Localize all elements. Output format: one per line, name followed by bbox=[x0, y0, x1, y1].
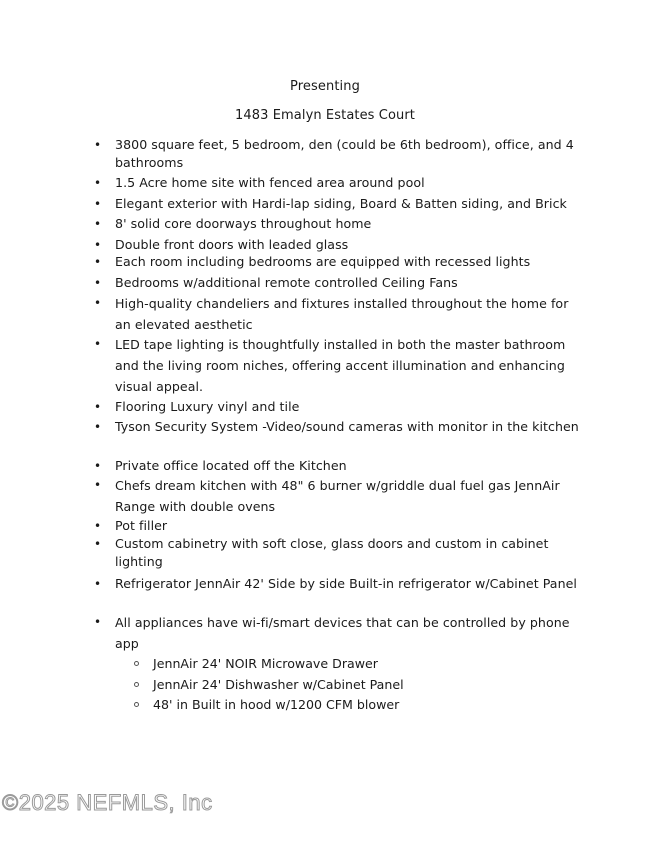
feature-text: 8' solid core doorways throughout home bbox=[115, 216, 372, 231]
bullet-icon: • bbox=[94, 420, 102, 434]
bullet-icon: • bbox=[94, 459, 102, 473]
bullet-icon: • bbox=[94, 537, 102, 551]
bullet-icon: • bbox=[94, 176, 102, 190]
presenting-heading: Presenting bbox=[290, 79, 360, 94]
appliance-item bbox=[153, 655, 573, 673]
bullet-icon: • bbox=[94, 400, 102, 414]
bullet-icon: • bbox=[94, 296, 102, 310]
appliance-item bbox=[153, 696, 573, 714]
feature-text: Refrigerator JennAir 42' Side by side Built-in refrigerator w/Cabinet Panel bbox=[115, 576, 577, 591]
feature-text: 3800 square feet, 5 bedroom, den (could be 6th bedroom), office, and 4 bathrooms bbox=[115, 137, 574, 170]
feature-item bbox=[94, 195, 585, 213]
feature-text: 1.5 Acre home site with fenced area around pool bbox=[115, 175, 425, 190]
bullet-icon: • bbox=[94, 197, 102, 211]
feature-item bbox=[94, 398, 585, 416]
bullet-icon: • bbox=[94, 615, 102, 629]
feature-text: Tyson Security System -Video/sound cameras with monitor in the kitchen bbox=[115, 419, 579, 434]
feature-item bbox=[94, 253, 585, 271]
feature-item bbox=[94, 457, 585, 475]
feature-item bbox=[94, 136, 585, 172]
feature-text: Each room including bedrooms are equipped with recessed lights bbox=[115, 254, 531, 269]
feature-text: Double front doors with leaded glass bbox=[115, 237, 349, 252]
feature-item bbox=[94, 215, 585, 233]
address-heading: 1483 Emalyn Estates Court bbox=[235, 108, 415, 123]
feature-text: Elegant exterior with Hardi-lap siding, Board & Batten siding, and Brick bbox=[115, 196, 567, 211]
feature-text: Custom cabinetry with soft close, glass doors and custom in cabinet lighting bbox=[115, 536, 549, 569]
feature-text: LED tape lighting is thoughtfully installed in both the master bathroom and the living room niches, offering accent illumination and enhancing visual appeal. bbox=[115, 337, 566, 394]
feature-item bbox=[94, 475, 585, 517]
bullet-icon: • bbox=[94, 519, 102, 533]
circle-bullet-icon bbox=[134, 661, 139, 666]
feature-item bbox=[94, 517, 585, 535]
bullet-icon: • bbox=[94, 138, 102, 152]
appliance-text: JennAir 24' Dishwasher w/Cabinet Panel bbox=[153, 677, 404, 692]
bullet-icon: • bbox=[94, 238, 102, 252]
bullet-icon: • bbox=[94, 276, 102, 290]
circle-bullet-icon bbox=[134, 682, 139, 687]
feature-item bbox=[94, 174, 585, 192]
feature-item bbox=[94, 612, 585, 654]
feature-item bbox=[94, 293, 585, 335]
appliance-item bbox=[153, 676, 573, 694]
feature-text: Private office located off the Kitchen bbox=[115, 458, 347, 473]
copyright-watermark: ©2025 NEFMLS, Inc bbox=[2, 790, 213, 815]
feature-text: All appliances have wi-fi/smart devices that can be controlled by phone app bbox=[115, 615, 570, 651]
feature-text: Chefs dream kitchen with 48" 6 burner w/griddle dual fuel gas JennAir Range with double ovens bbox=[115, 478, 560, 514]
bullet-icon: • bbox=[94, 478, 102, 492]
feature-text: Bedrooms w/additional remote controlled Ceiling Fans bbox=[115, 275, 458, 290]
feature-item bbox=[94, 334, 585, 397]
feature-text: High-quality chandeliers and fixtures installed throughout the home for an elevated aesthetic bbox=[115, 296, 569, 332]
bullet-icon: • bbox=[94, 577, 102, 591]
feature-item bbox=[94, 575, 585, 593]
circle-bullet-icon bbox=[134, 702, 139, 707]
bullet-icon: • bbox=[94, 337, 102, 351]
bullet-icon: • bbox=[94, 255, 102, 269]
bullet-icon: • bbox=[94, 217, 102, 231]
feature-item bbox=[94, 274, 585, 292]
appliance-text: 48' in Built in hood w/1200 CFM blower bbox=[153, 697, 400, 712]
feature-item bbox=[94, 535, 585, 571]
feature-item bbox=[94, 418, 585, 436]
feature-item bbox=[94, 236, 585, 254]
feature-text: Flooring Luxury vinyl and tile bbox=[115, 399, 300, 414]
appliance-text: JennAir 24' NOIR Microwave Drawer bbox=[153, 656, 378, 671]
feature-text: Pot filler bbox=[115, 518, 168, 533]
